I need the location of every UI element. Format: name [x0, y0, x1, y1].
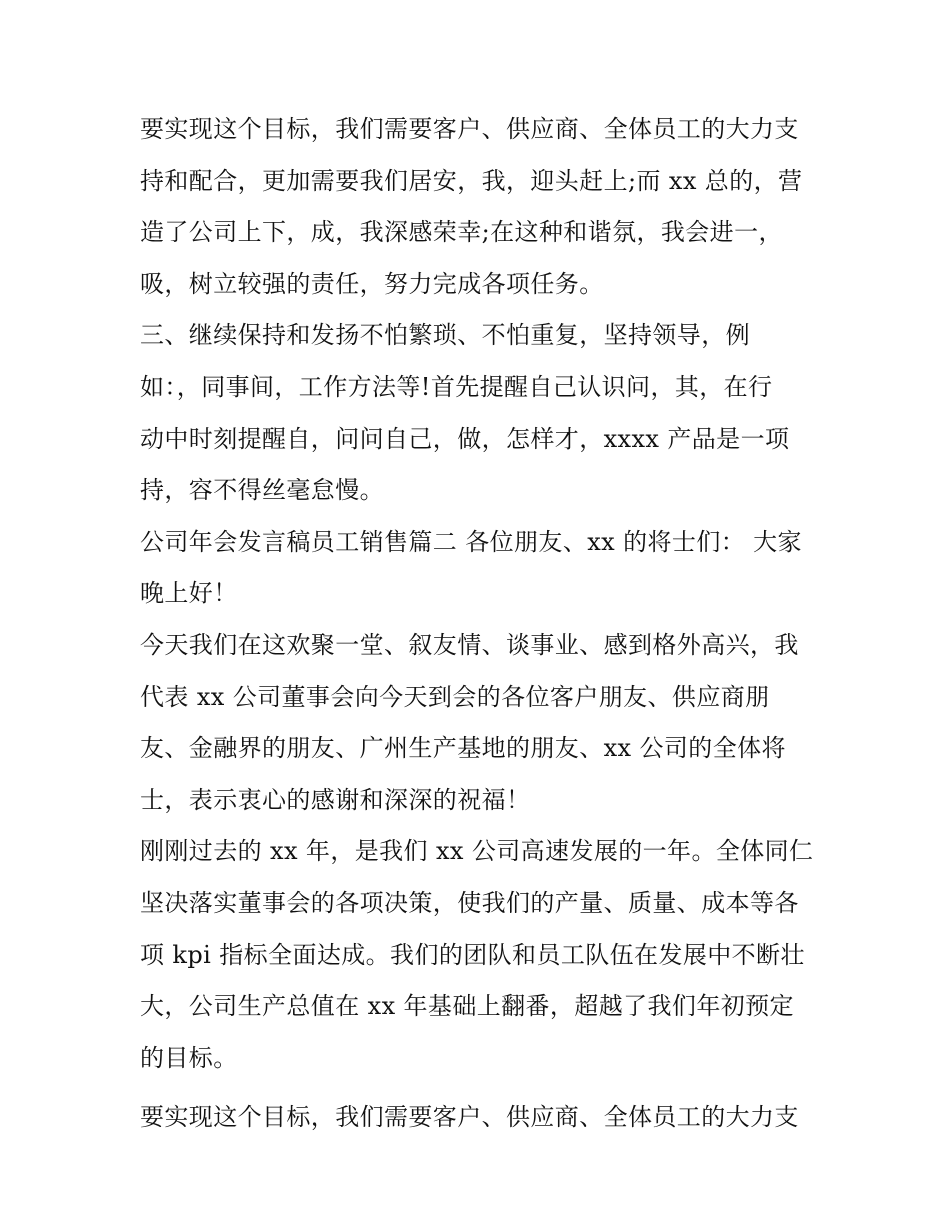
paragraph-3 — [140, 517, 830, 620]
text-line: 的目标。 — [140, 1043, 238, 1072]
text-line: 刚刚过去的 xx 年，是我们 xx 公司高速发展的一年。全体同仁 — [140, 837, 814, 866]
paragraph-gap — [140, 1084, 830, 1092]
text-line: 动中时刻提醒自，问问自己，做，怎样才，xxxx 产品是一项 — [140, 424, 790, 453]
text-line: 公司年会发言稿员工销售篇二 各位朋友、xx 的将士们： 大家 — [140, 527, 802, 556]
text-line: 士，表示衷心的感谢和深深的祝福！ — [140, 785, 531, 814]
text-line: 坚决落实董事会的各项决策，使我们的产量、质量、成本等各 — [140, 888, 799, 917]
text-line: 吸，树立较强的责任，努力完成各项任务。 — [140, 269, 604, 298]
paragraph-4 — [140, 620, 830, 826]
document-body — [140, 104, 830, 1144]
text-line: 三、继续保持和发扬不怕繁琐、不怕重复，坚持领导，例 — [140, 321, 750, 350]
text-line: 持和配合，更加需要我们居安，我，迎头赶上;而 xx 总的，营 — [140, 166, 803, 195]
paragraph-6 — [140, 1092, 830, 1144]
text-line: 持，容不得丝毫怠慢。 — [140, 476, 384, 505]
paragraph-1 — [140, 104, 830, 310]
text-line: 造了公司上下，成，我深感荣幸;在这种和谐氛，我会进一， — [140, 218, 783, 247]
text-line: 要实现这个目标，我们需要客户、供应商、全体员工的大力支 — [140, 1103, 799, 1132]
paragraph-2 — [140, 310, 830, 516]
text-line: 项 kpi 指标全面达成。我们的团队和员工队伍在发展中不断壮 — [140, 940, 805, 969]
paragraph-5 — [140, 826, 830, 1084]
text-line: 如：，同事间，工作方法等!首先提醒自己认识问，其，在行 — [140, 372, 773, 401]
text-line: 要实现这个目标，我们需要客户、供应商、全体员工的大力支 — [140, 115, 799, 143]
text-line: 代表 xx 公司董事会向今天到会的各位客户朋友、供应商朋 — [140, 682, 770, 711]
text-line: 晚上好！ — [140, 579, 238, 608]
text-line: 大，公司生产总值在 xx 年基础上翻番，超越了我们年初预定 — [140, 992, 794, 1021]
text-line: 今天我们在这欢聚一堂、叙友情、谈事业、感到格外高兴，我 — [140, 630, 799, 659]
text-line: 友、金融界的朋友、广州生产基地的朋友、xx 公司的全体将 — [140, 734, 786, 763]
